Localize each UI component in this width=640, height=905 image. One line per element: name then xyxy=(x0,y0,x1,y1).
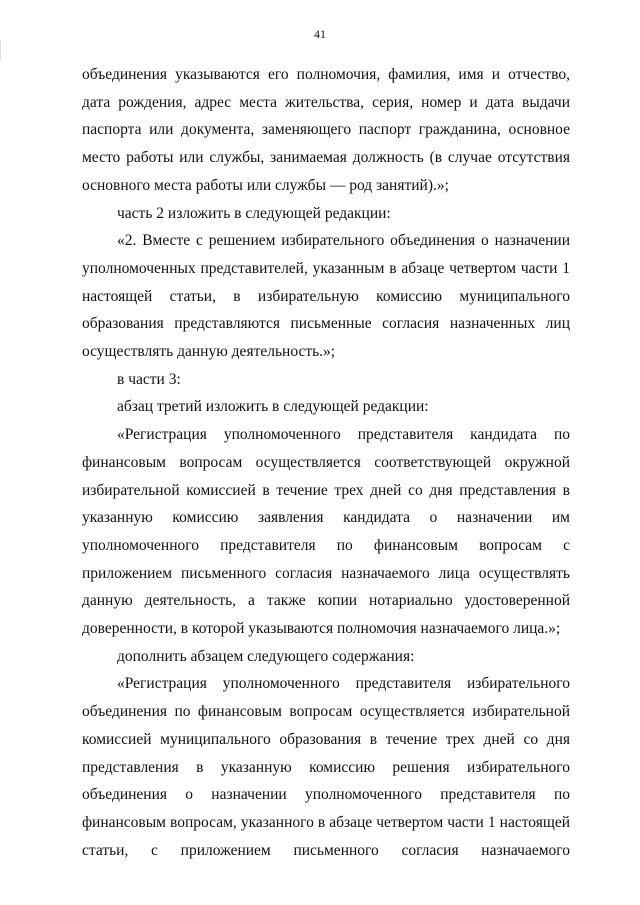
paragraph-8: «Регистрация уполномоченного представителя избирательного объединения по финансовым вопросам осуществляется избирательной комиссией муниципального образования в течение трех дней со дня представления в указанную комиссию решения избирательного объединения о назначении уполномоченного представителя по финансовым вопросам, указанного в абзаце четвертом части 1 настоящей статьи, с приложением письменного согласия назначаемого xyxy=(82,675,570,859)
paragraph-2: часть 2 изложить в следующей редакции: xyxy=(117,204,391,222)
paragraph-6: «Регистрация уполномоченного представителя кандидата по финансовым вопросам осуществляется соответствующей окружной избирательной комиссией в течение трех дней со дня представления в указанную комиссию заявления кандидата о назначении им уполномоченного представителя по финансовым вопросам с приложением письменного согласия назначаемого лица осуществлять данную деятельность, а также копии нотариально удостоверенной доверенности, в которой указываются полномочия назначаемого лица.»; xyxy=(82,426,570,638)
document-body xyxy=(82,61,570,864)
page-number: 41 xyxy=(314,27,326,41)
paragraph-4: в части 3: xyxy=(117,370,181,388)
paragraph-3: «2. Вместе с решением избирательного объединения о назначении уполномоченных представителей, указанным в абзаце четвертом части 1 настоящей статьи, в избирательную комиссию муниципального образования представляются письменные согласия назначенных лиц осуществлять данную деятельность.»; xyxy=(82,232,570,361)
scan-margin-mark xyxy=(0,40,1,60)
paragraph-5: абзац третий изложить в следующей редакции: xyxy=(117,398,429,416)
paragraph-7: дополнить абзацем следующего содержания: xyxy=(117,647,415,665)
paragraph-1: объединения указываются его полномочия, фамилия, имя и отчество, дата рождения, адрес места жительства, серия, номер и дата выдачи паспорта или документа, заменяющего паспорт гражданина, основное место работы или службы, занимаемая должность (в случае отсутствия основного места работы или службы — род занятий).»; xyxy=(82,66,570,194)
